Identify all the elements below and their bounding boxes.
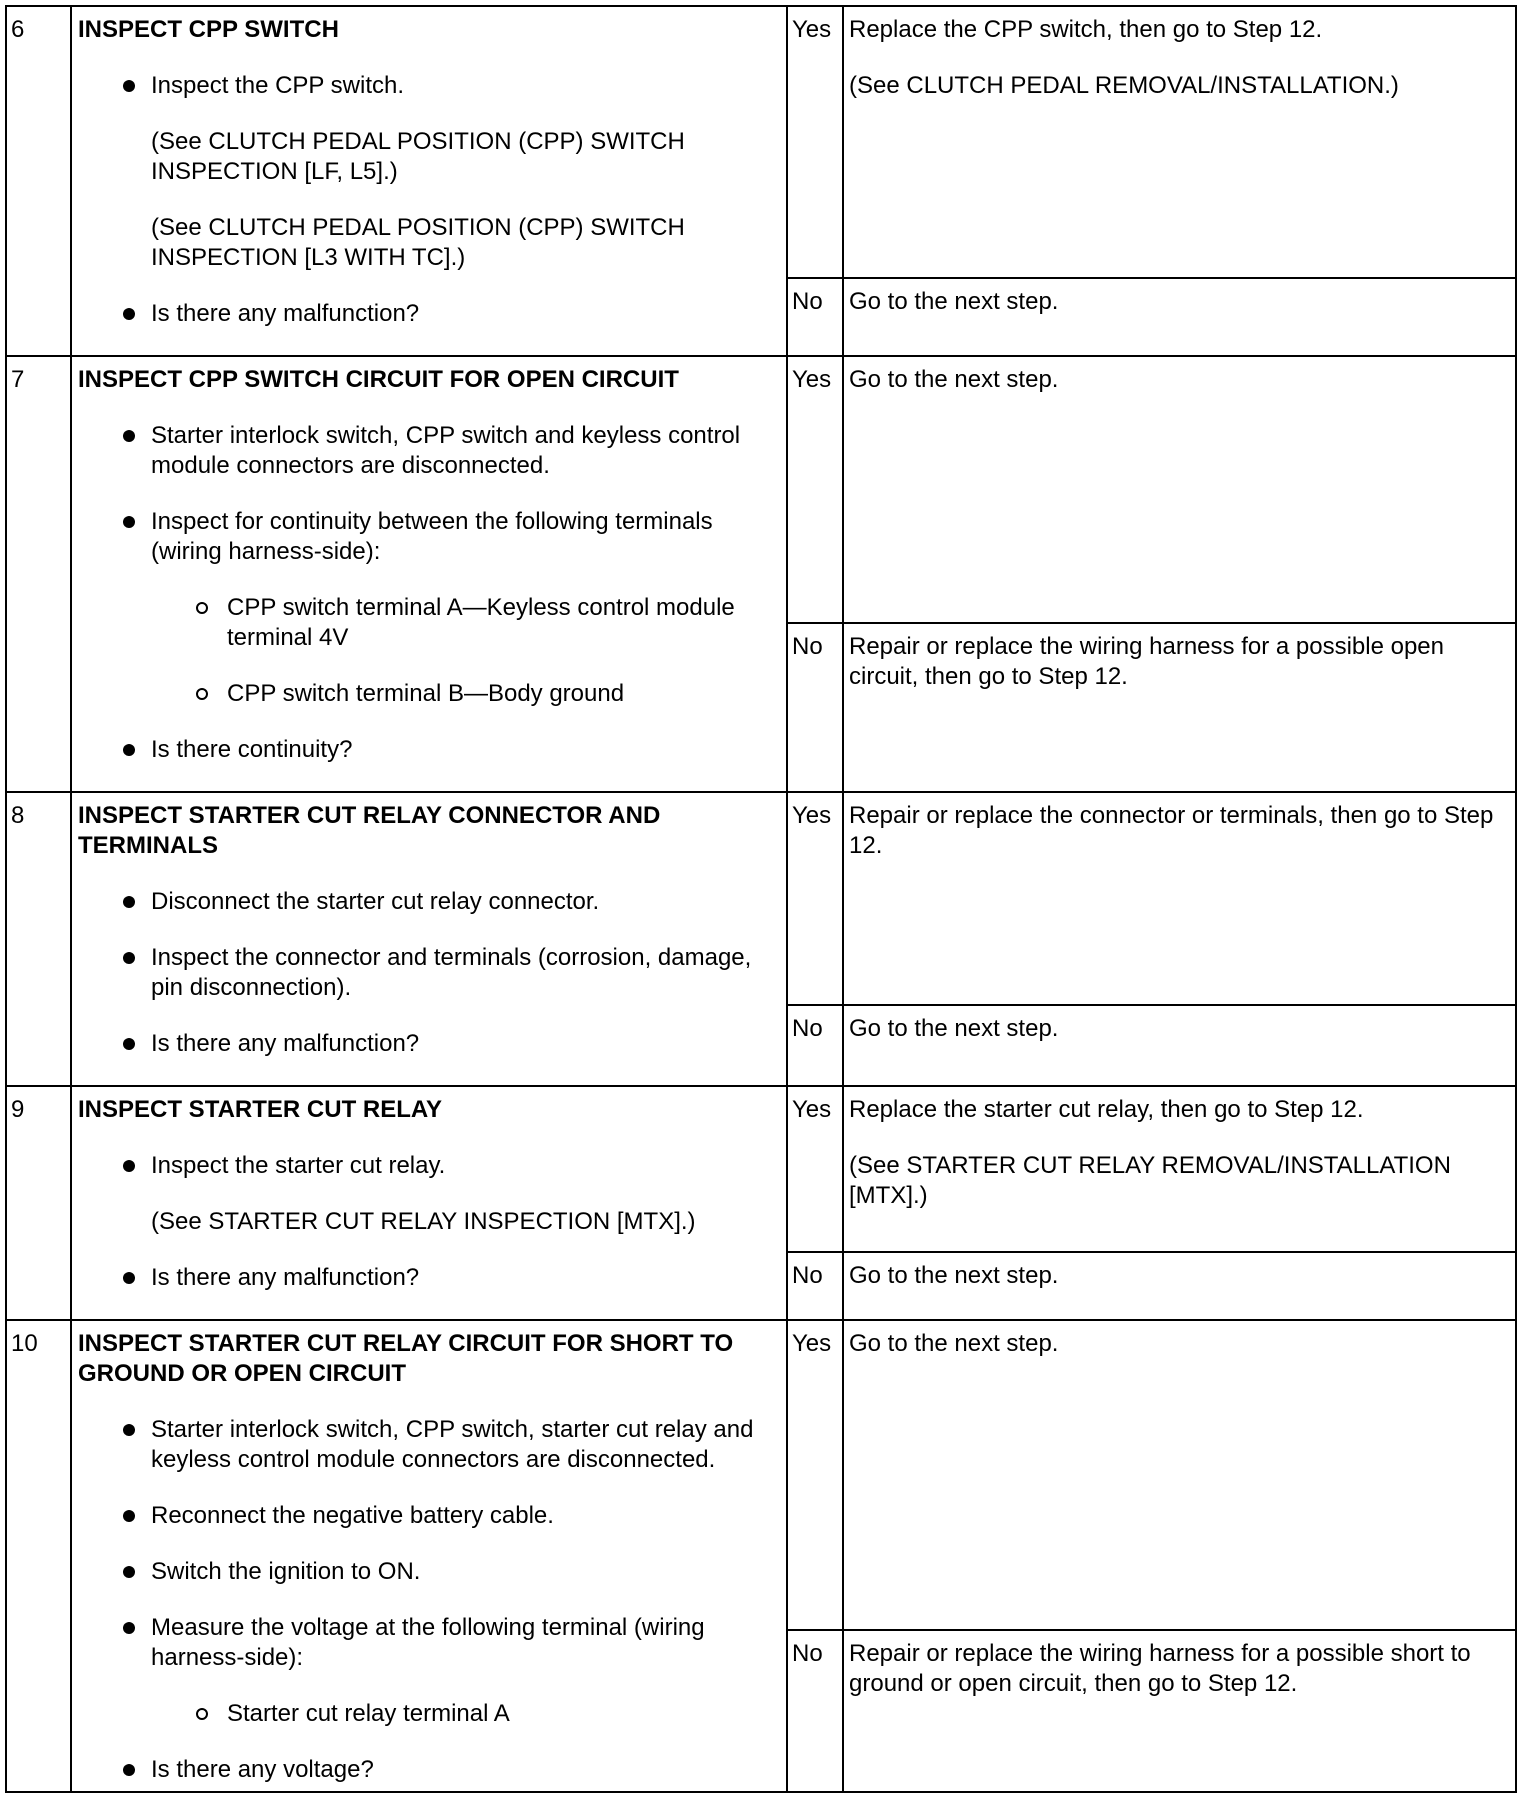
step-title: INSPECT STARTER CUT RELAY CIRCUIT FOR SHORT TO GROUND OR OPEN CIRCUIT <box>78 1330 734 1387</box>
yes-label: Yes <box>787 1320 843 1630</box>
no-action: Repair or replace the wiring harness for a possible short to ground or open circuit, then go to Step 12. <box>843 1630 1516 1792</box>
bullet-dot-icon <box>123 952 135 964</box>
bullet-ring-icon <box>196 602 208 614</box>
step-inspection <box>71 356 787 792</box>
reference-note: (See STARTER CUT RELAY INSPECTION [MTX].) <box>151 1208 696 1235</box>
bullet-item: Inspect for continuity between the following terminals (wiring harness-side): <box>78 507 776 567</box>
yes-action: Replace the starter cut relay, then go to Step 12. (See STARTER CUT RELAY REMOVAL/INSTALLATION [MTX].) <box>843 1086 1516 1252</box>
bullet-dot-icon <box>123 1510 135 1522</box>
yes-label: Yes <box>787 792 843 1005</box>
yes-label: Yes <box>787 6 843 278</box>
step-inspection <box>71 1086 787 1320</box>
bullet-item: Inspect the starter cut relay. <box>78 1151 776 1181</box>
diagnostic-table <box>5 5 1517 1793</box>
yes-action: Go to the next step. <box>843 1320 1516 1630</box>
bullet-item: Reconnect the negative battery cable. <box>78 1501 776 1531</box>
step-number: 6 <box>6 6 71 356</box>
bullet-item: Is there any malfunction? <box>78 299 776 329</box>
no-label: No <box>787 1252 843 1320</box>
yes-action: Replace the CPP switch, then go to Step 12. (See CLUTCH PEDAL REMOVAL/INSTALLATION.) <box>843 6 1516 278</box>
bullet-dot-icon <box>123 1424 135 1436</box>
sub-bullet-item: CPP switch terminal A—Keyless control module terminal 4V <box>78 593 776 653</box>
yes-action: Go to the next step. <box>843 356 1516 623</box>
yes-label: Yes <box>787 1086 843 1252</box>
step-title: INSPECT CPP SWITCH CIRCUIT FOR OPEN CIRCUIT <box>78 366 679 393</box>
step-inspection <box>71 792 787 1086</box>
bullet-dot-icon <box>123 516 135 528</box>
bullet-item: Is there any voltage? <box>78 1755 776 1785</box>
bullet-dot-icon <box>123 80 135 92</box>
step-title: INSPECT STARTER CUT RELAY <box>78 1096 443 1123</box>
no-label: No <box>787 278 843 356</box>
bullet-dot-icon <box>123 896 135 908</box>
bullet-dot-icon <box>123 1038 135 1050</box>
step-number: 10 <box>6 1320 71 1792</box>
yes-action: Repair or replace the connector or terminals, then go to Step 12. <box>843 792 1516 1005</box>
bullet-item: Is there continuity? <box>78 735 776 765</box>
step-7-yes-row <box>6 356 1516 623</box>
step-number: 8 <box>6 792 71 1086</box>
bullet-dot-icon <box>123 1160 135 1172</box>
step-inspection <box>71 6 787 356</box>
step-inspection <box>71 1320 787 1792</box>
step-number: 7 <box>6 356 71 792</box>
no-action: Go to the next step. <box>843 1252 1516 1320</box>
no-label: No <box>787 1630 843 1792</box>
bullet-dot-icon <box>123 1622 135 1634</box>
bullet-dot-icon <box>123 1764 135 1776</box>
bullet-dot-icon <box>123 1566 135 1578</box>
bullet-item: Measure the voltage at the following terminal (wiring harness-side): <box>78 1613 776 1673</box>
step-9-yes-row <box>6 1086 1516 1252</box>
step-title: INSPECT CPP SWITCH <box>78 16 339 43</box>
no-label: No <box>787 623 843 792</box>
step-number: 9 <box>6 1086 71 1320</box>
bullet-dot-icon <box>123 1272 135 1284</box>
bullet-dot-icon <box>123 744 135 756</box>
bullet-item: Is there any malfunction? <box>78 1029 776 1059</box>
step-10-yes-row <box>6 1320 1516 1630</box>
bullet-ring-icon <box>196 688 208 700</box>
no-action: Repair or replace the wiring harness for a possible open circuit, then go to Step 12. <box>843 623 1516 792</box>
step-title: INSPECT STARTER CUT RELAY CONNECTOR AND TERMINALS <box>78 802 661 859</box>
bullet-item: Starter interlock switch, CPP switch, starter cut relay and keyless control module connectors are disconnected. <box>78 1415 776 1475</box>
bullet-item: Is there any malfunction? <box>78 1263 776 1293</box>
bullet-dot-icon <box>123 308 135 320</box>
step-6-yes-row <box>6 6 1516 278</box>
yes-label: Yes <box>787 356 843 623</box>
reference-note: (See CLUTCH PEDAL POSITION (CPP) SWITCH INSPECTION [LF, L5].) <box>151 128 685 185</box>
bullet-item: Inspect the CPP switch. <box>78 71 776 101</box>
bullet-item: Switch the ignition to ON. <box>78 1557 776 1587</box>
bullet-item: Inspect the connector and terminals (corrosion, damage, pin disconnection). <box>78 943 776 1003</box>
bullet-item: Disconnect the starter cut relay connector. <box>78 887 776 917</box>
sub-bullet-item: Starter cut relay terminal A <box>78 1699 776 1729</box>
sub-bullet-item: CPP switch terminal B—Body ground <box>78 679 776 709</box>
bullet-item: Starter interlock switch, CPP switch and keyless control module connectors are disconnected. <box>78 421 776 481</box>
step-8-yes-row <box>6 792 1516 1005</box>
reference-note: (See CLUTCH PEDAL POSITION (CPP) SWITCH INSPECTION [L3 WITH TC].) <box>151 214 685 271</box>
no-label: No <box>787 1005 843 1086</box>
no-action: Go to the next step. <box>843 278 1516 356</box>
no-action: Go to the next step. <box>843 1005 1516 1086</box>
bullet-dot-icon <box>123 430 135 442</box>
